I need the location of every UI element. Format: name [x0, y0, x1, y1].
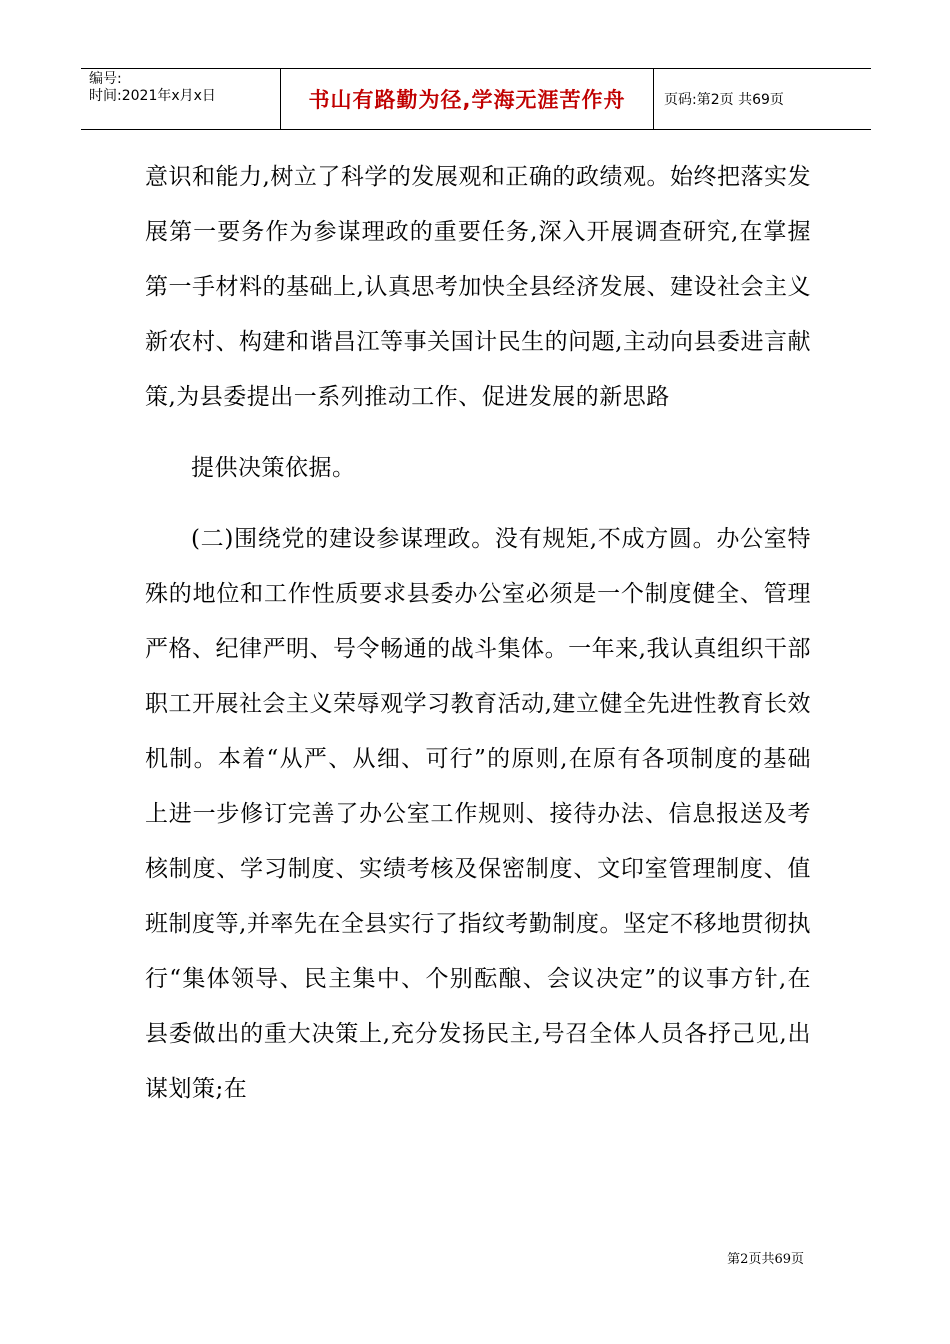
document-number-label: 编号: [89, 71, 122, 87]
document-time-label: 时间:2021年x月x日 [89, 88, 216, 104]
body-paragraph-2: 提供决策依据。 [191, 455, 356, 481]
header-meta [81, 69, 281, 129]
page-footer: 第2页共69页 [727, 1252, 804, 1267]
body-paragraph-3: (二)围绕党的建设参谋理政。没有规矩,不成方圆。办公室特殊的地位和工作性质要求县委办公室必须是一个制度健全、管理严格、纪律严明、号令畅通的战斗集体。一年来,我认真组织干部职工开展社会主义荣辱观学习教育活动,建立健全先进性教育长效机制。本着“从严、从细、可行”的原则,在原有各项制度的基础上进一步修订完善了办公室工作规则、接待办法、信息报送及考核制度、学习制度、实绩考核及保密制度、文印室管理制度、值班制度等,并率先在全县实行了指纹考勤制度。坚定不移地贯彻执行“集体领导、民主集中、个别酝酿、会议决定”的议事方针,在县委做出的重大决策上,充分发扬民主,号召全体人员各抒己见,出谋划策;在 [145, 526, 811, 1102]
body-paragraph-1: 意识和能力,树立了科学的发展观和正确的政绩观。始终把落实发展第一要务作为参谋理政的重要任务,深入开展调查研究,在掌握第一手材料的基础上,认真思考加快全县经济发展、建设社会主义新农村、构建和谐昌江等事关国计民生的问题,主动向县委进言献策,为县委提出一系列推动工作、促进发展的新思路 [145, 164, 811, 410]
document-body [145, 150, 811, 1117]
header-page-info: 页码:第2页 共69页 [664, 92, 784, 108]
header-motto: 书山有路勤为径,学海无涯苦作舟 [281, 69, 654, 129]
page-header [81, 68, 871, 130]
